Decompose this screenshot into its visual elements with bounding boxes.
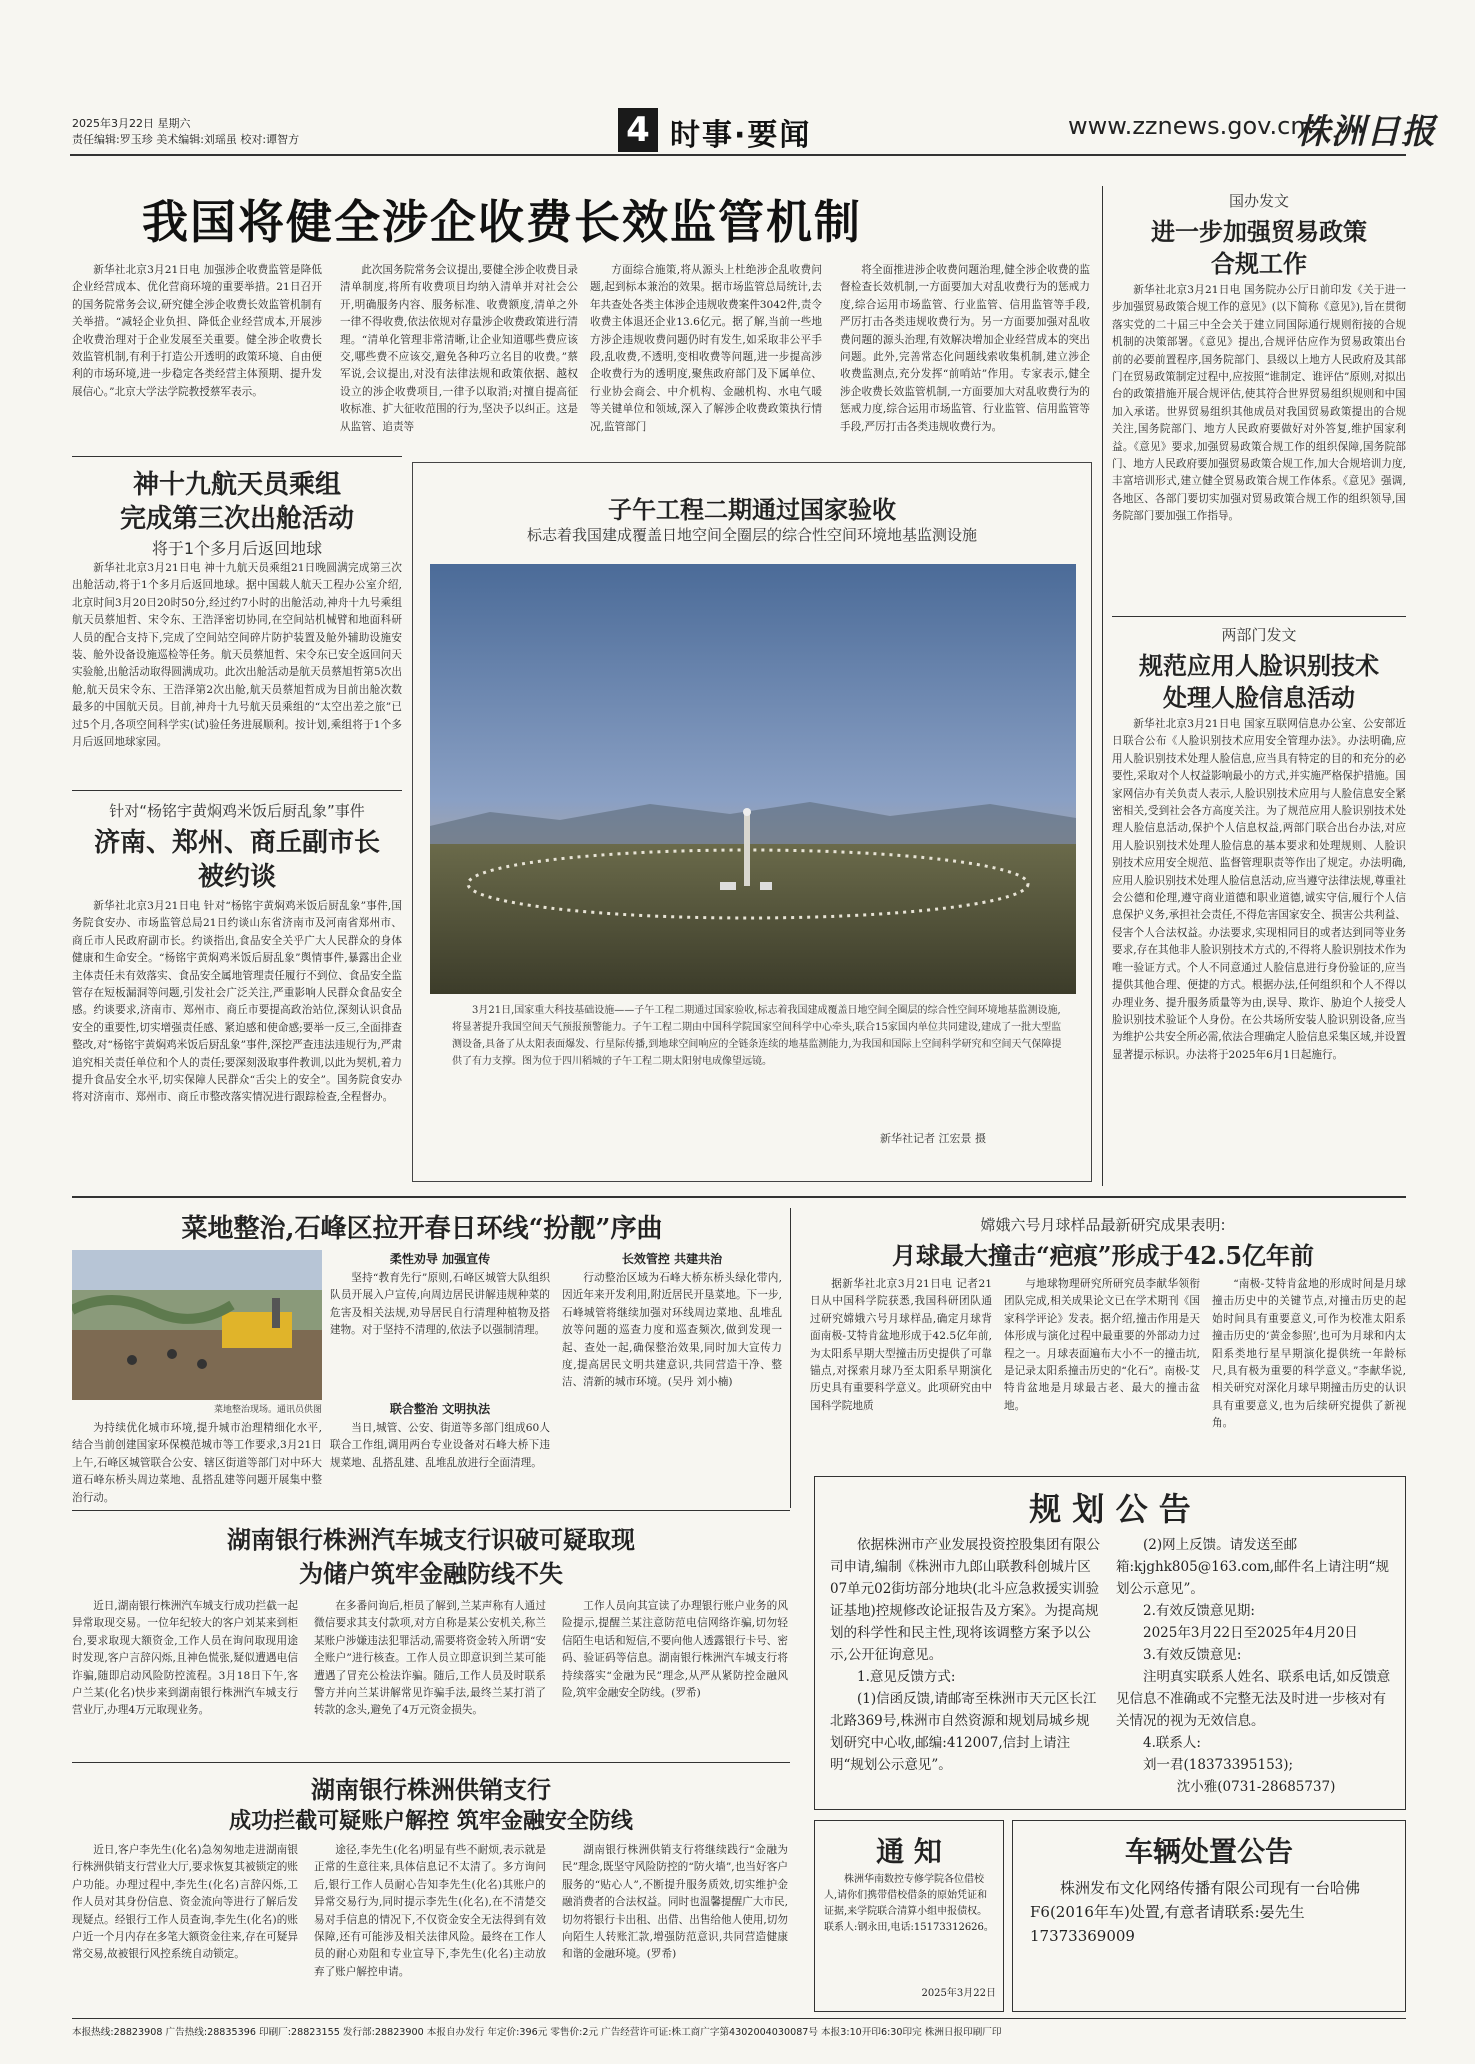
lead-col-1: 新华社北京3月21日电 加强涉企收费监管是降低企业经营成本、优化营商环境的重要举措。21日召开的国务院常务会议,研究健全涉企收费长效监管机制有关举措。“减轻企业负担、降低企业经营成本,开展涉企收费治理对于企业发展至关重要。健全涉企收费长效监管机制,有利于打造公开透明的政策环境、自由便利的市场环境,进一步稳定各类经营主体预期、提升发展信心。”北京大学法学院教授蔡军表示。 (72, 264, 322, 398)
shenzhou-body: 新华社北京3月21日电 神十九航天员乘组21日晚圆满完成第三次出舱活动,将于1个多月后返回地球。据中国载人航天工程办公室介绍,北京时间3月20日20时50分,经过约7小时的出舱活动,神舟十九号乘组航天员蔡旭哲、宋令东、王浩泽密切协同,在空间站机械臂和地面科研人员的配合支持下,完成了空间站空间碎片防护装置及舱外辅助设施安装、舱外设备设施巡检等任务。航天员蔡旭哲、宋令东已安全返回问天实验舱,出舱活动取得圆满成功。此次出舱活动是航天员蔡旭哲第5次出舱,航天员宋令东、王浩泽第2次出舱,航天员蔡旭哲成为目前出舱次数最多的中国航天员。目前,神舟十九号航天员乘组的“太空出差之旅”已过5个月,各项空间科学实(试)验任务进展顺利。按计划,乘组将于1个多月后返回地球家园。 (72, 562, 402, 749)
bank1-col-3: 工作人员向其宣读了办理银行账户业务的风险提示,提醒兰某注意防范电信网络诈骗,切勿轻信陌生电话和短信,不要向他人透露银行卡号、密码、验证码等信息。湖南银行株洲汽车城支行将持续落实“金融为民”理念,从严从紧防控金融风险,筑牢金融安全防线。(罗希) (562, 1600, 788, 1700)
jinan-body: 新华社北京3月21日电 针对“杨铭宇黄焖鸡米饭后厨乱象”事件,国务院食安办、市场监管总局21日约谈山东省济南市及河南省郑州市、商丘市人民政府副市长。约谈指出,食品安全关乎广大人民群众的身体健康和生命安全。“杨铭宇黄焖鸡米饭后厨乱象”舆情事件,暴露出企业主体责任未有效落实、食品安全属地管理责任履行不到位、食品安全监管存在短板漏洞等问题,引发社会广泛关注,严重影响人民群众食品安全感。约谈要求,济南市、郑州市、商丘市要提高政治站位,深刻认识食品安全的重要性,切实增强责任感、紧迫感和使命感;要举一反三,全面排查整改,对“杨铭宇黄焖鸡米饭后厨乱象”事件,深挖严查违法违规行为,严肃追究相关责任单位和个人的责任;要深刻汲取事件教训,以此为契机,着力提升食品安全水平,切实保障人民群众“舌尖上的安全”。国务院食安办将对济南市、郑州市、商丘市整改落实情况进行跟踪检查,全程督办。 (72, 900, 402, 1104)
shenzhou-subhead: 将于1个多月后返回地球 (151, 539, 323, 558)
jinan-kicker: 针对“杨铭宇黄焖鸡米饭后厨乱象”事件 (109, 802, 365, 820)
divider (790, 1208, 791, 1508)
shifeng-col-2b: 当日,城管、公安、街道等多部门组成60人联合工作组,调用两台专业设备对石峰大桥下违规菜地、乱搭乱建、乱堆乱放进行全面清理。 (330, 1422, 550, 1469)
bank1-col-1: 近日,湖南银行株洲汽车城支行成功拦截一起异常取现交易。一位年纪较大的客户刘某来到柜台,要求取现大额资金,工作人员在询问取现用途时发现,客户言辞闪烁,且神色慌张,疑似遭遇电信诈骗,随即启动风险防控流程。3月18日下午,客户兰某(化名)快步来到湖南银行株洲汽车城支行营业厅,办理4万元取现业务。 (72, 1600, 298, 1717)
shenzhou-headline-2: 完成第三次出舱活动 (119, 504, 354, 534)
divider (72, 1510, 790, 1511)
plan-notice-left: 依据株洲市产业发展投资控股集团有限公司申请,编制《株洲市九郎山联教科创城片区07单元02街坊部分地块(北斗应急救援实训验证基地)控规修改论证报告及方案》。为提高规划的科学性和民主性,现将该调整方案予以公示,公开征询意见。 1.意见反馈方式: (1)信函反馈,请邮寄至株洲市天元区长江北路369号,株洲市自然资源和规划局城乡规划研究中心收,邮编:412007,信封上请注明“规划公示意见”。 (830, 1537, 1100, 1773)
bank2-col-3: 湖南银行株洲供销支行将继续践行“金融为民”理念,既坚守风险防控的“防火墙”,也当好客户服务的“贴心人”,不断提升服务质效,切实维护金融消费者的合法权益。同时也温馨提醒广大市民,切勿将银行卡出租、出借、出售给他人使用,切勿向陌生人转账汇款,增强防范意识,共同营造健康和谐的金融环境。(罗希) (562, 1844, 788, 1961)
trade-kicker: 国办发文 (1228, 192, 1289, 210)
vehicle-body: 株洲发布文化网络传播有限公司现有一台哈佛F6(2016年车)处置,有意者请联系:晏先生 17373369009 (1030, 1879, 1361, 1945)
paper-logo: 株洲日报 (1296, 112, 1436, 152)
section-name: 时事·要闻 (670, 118, 812, 153)
footer-info: 本报热线:28823908 广告热线:28835396 印刷厂:28823155 发行部:28823900 本报自办发行 年定价:396元 零售价:2元 广告经营许可证:株工商广字第4302004030087号 本报3:10开印6:30印完 株洲日报印刷厂印 (72, 2027, 1002, 2038)
trade-headline-1: 进一步加强贸易政策 (1151, 217, 1367, 246)
lead-col-3: 方面综合施策,将从源头上杜绝涉企乱收费问题,起到标本兼治的效果。据市场监管总局统计,去年共查处各类主体涉企违规收费案件3042件,责令收费主体退还企业13.6亿元。据了解,当前一些地方涉企违规收费问题仍时有发生,如采取非公平手段,乱收费,不透明,变相收费等问题,进一步提高涉企收费行为的透明度,聚焦政府部门及下属单位、行业协会商会、中介机构、金融机构、水电气暖等关键单位和领域,深入了解涉企收费政策执行情况,监管部门 (590, 264, 822, 433)
lead-col-2: 此次国务院常务会议提出,要健全涉企收费目录清单制度,将所有收费项目均纳入清单并对社会公开,明确服务内容、服务标准、收费额度,清单之外一律不得收费,依法依规对存量涉企收费政策进行清理。“清单化管理非常清晰,让企业知道哪些费应该交,哪些费不应该交,避免各种巧立名目的收费。”蔡军说,会议提出,对没有法律法规和政策依据、越权设立的涉企收费项目,一律予以取消;对擅自提高征收标准、扩大征收范围的行为,坚决予以纠正。这是从监管、追责等 (340, 264, 578, 433)
shenzhou-headline-1: 神十九航天员乘组 (132, 470, 341, 500)
shifeng-photo-caption: 菜地整治现场。通讯员供图 (213, 1405, 322, 1415)
divider (72, 456, 402, 457)
meridian-photo (430, 564, 1076, 994)
lead-col-4: 将全面推进涉企收费问题治理,健全涉企收费的监督检查长效机制,一方面要加大对乱收费行为的惩戒力度,综合运用市场监管、行业监管、信用监管等手段,严厉打击各类违规收费行为。另一方面要加强对乱收费问题的源头治理,有效解决增加企业经营成本的突出问题。此外,完善常态化问题线索收集机制,建立涉企收费监测点,充分发挥“前哨站”作用。专家表示,健全涉企收费长效监管机制,一方面要加大对乱收费行为的惩戒力度,综合运用市场监管、行业监管、信用监管等手段,严厉打击各类违规收费行为。 (840, 264, 1090, 433)
bank2-col-2: 途径,李先生(化名)明显有些不耐烦,表示就是正常的生意往来,具体信息记不太清了。多方询问后,银行工作人员耐心告知李先生(化名)其账户的异常交易行为,同时提示李先生(化名),在不清楚交易对手信息的情况下,不仅资金安全无法得到有效保障,还有可能涉及相关法律风险。最终在工作人员的耐心劝阻和专业宣导下,李先生(化名)主动放弃了账户解控申请。 (314, 1844, 546, 1978)
bank1-headline-2: 为储户筑牢金融防线不失 (299, 1559, 563, 1588)
masthead-rule (70, 154, 1406, 156)
meridian-caption: 3月21日,国家重大科技基础设施——子午工程二期通过国家验收,标志着我国建成覆盖日地空间全圈层的综合性空间环境地基监测设施,将显著提升我国空间天气预报预警能力。子午工程二期由中国科学院国家空间科学中心牵头,联合15家国内单位共同建设,建成了一批大型监测设备,具备了从太阳表面爆发、行星际传播,到地球空间响应的全链条连续的地基监测能力,为我国和国际上空间科学研究和空间天气保障提供了有力支撑。图为位于四川稻城的子午工程二期太阳射电成像望远镜。 (452, 1005, 1062, 1067)
shifeng-col-3-sub: 长效管控 共建共治 (621, 1252, 723, 1266)
bank1-col-2: 在多番问询后,柜员了解到,兰某声称有人通过微信要求其支付款项,对方自称是某公安机关,称兰某账户涉嫌违法犯罪活动,需要将资金转入所谓“安全账户”进行核查。工作人员立即意识到兰某可能遭遇了冒充公检法诈骗。随后,工作人员及时联系警方并向兰某讲解常见诈骗手法,最终兰某打消了转款的念头,避免了4万元资金损失。 (314, 1600, 546, 1717)
divider (72, 790, 402, 791)
shifeng-col-2: 坚持“教育先行”原则,石峰区城管大队组织队员开展入户宣传,向周边居民讲解违规种菜的危害及相关法规,劝导居民自行清理种植物及搭建物。对于坚持不清理的,依法予以强制清理。 (330, 1272, 550, 1337)
bank1-headline-1: 湖南银行株洲汽车城支行识破可疑取现 (227, 1525, 635, 1554)
tongzhi-date: 2025年3月22日 (921, 1988, 996, 1999)
issue-date: 2025年3月22日 星期六 (72, 117, 191, 130)
face-body: 新华社北京3月21日电 国家互联网信息办公室、公安部近日联合公布《人脸识别技术应用安全管理办法》。办法明确,应用人脸识别技术处理人脸信息,应当具有特定的目的和充分的必要性,采取对个人权益影响最小的方式,并实施严格保护措施。国家网信办有关负责人表示,人脸识别技术应用与人脸信息安全紧密相关,受到社会各方高度关注。为了规范应用人脸识别技术处理人脸信息活动,保护个人信息权益,两部门联合出台办法,对应用人脸识别技术处理人脸信息的基本要求和处理规则、人脸识别技术应用安全规范、监督管理职责等作出了规定。办法明确,应用人脸识别技术处理人脸信息活动,应当遵守法律法规,尊重社会公德和伦理,遵守商业道德和职业道德,诚实守信,履行个人信息保护义务,承担社会责任,不得危害国家安全、损害公共利益、侵害个人合法权益。办法要求,实现相同目的或者达到同等业务要求,存在其他非人脸识别技术方式的,不得将人脸识别技术作为唯一验证方式。个人不同意通过人脸信息进行身份验证的,应当提供其他合理、便捷的方式。根据办法,任何组织和个人不得以办理业务、提升服务质量等为由,误导、欺诈、胁迫个人接受人脸识别技术验证个人身份。在公共场所安装人脸识别设备,应当为维护公共安全所必需,依法合理确定人脸信息采集区域,并设置显著提示标识。办法将于2025年6月1日起施行。 (1112, 718, 1406, 1061)
divider (1112, 616, 1406, 617)
bank2-headline-2: 成功拦截可疑账户解控 筑牢金融安全防线 (229, 1808, 633, 1834)
shifeng-headline: 菜地整治,石峰区拉开春日环线“扮靓”序曲 (181, 1214, 663, 1244)
moon-col-2: 与地球物理研究所研究员李献华领衔团队完成,相关成果论文已在学术期刊《国家科学评论》发表。据介绍,撞击作用是天体形成与演化过程中最重要的外部动力过程之一。月球表面遍布大小不一的撞击坑,是记录太阳系撞击历史的“化石”。南极-艾特肯盆地是月球最古老、最大的撞击盆地。 (1004, 1278, 1200, 1412)
editors-line: 责任编辑:罗玉珍 美术编辑:刘瑶虽 校对:谭智方 (72, 133, 300, 146)
bank2-headline-1: 湖南银行株洲供销支行 (311, 1775, 551, 1804)
meridian-headline: 子午工程二期通过国家验收 (608, 495, 896, 524)
tongzhi-body: 株洲华南数控专修学院各位借校人,请你们携带借校借条的原始凭证和证据,来学院联合清算小组申报债权。联系人:钢永田,电话:15173312626。 (824, 1874, 994, 1933)
page-number-badge: 4 (618, 108, 658, 152)
divider (1102, 186, 1103, 1186)
trade-headline-2: 合规工作 (1211, 249, 1307, 278)
plan-notice-title: 规 划 公 告 (1029, 1490, 1191, 1528)
trade-body: 新华社北京3月21日电 国务院办公厅日前印发《关于进一步加强贸易政策合规工作的意见》(以下简称《意见》),旨在贯彻落实党的二十届三中全会关于建立同国际通行规则衔接的合规机制的决策部署。《意见》提出,合规评估应作为贸易政策出台前的必要前置程序,国务院部门、县级以上地方人民政府及其部门在贸易政策制定过程中,应按照“谁制定、谁评估”原则,对拟出台的政策措施开展合规评估,使其符合世界贸易组织规则和中国加入承诺。世界贸易组织其他成员对我国贸易政策提出的合规关注,国务院部门、地方人民政府要做好对外答复,维护国家利益。《意见》要求,加强贸易政策合规工作的组织保障,国务院部门、地方人民政府要加强贸易政策合规工作,加大合规培训力度,丰富培训形式,建立健全贸易政策合规工作体系。《意见》强调,各地区、各部门要切实加强对贸易政策合规工作的组织领导,国务院部门要加强工作指导。 (1112, 284, 1406, 523)
divider (72, 1196, 1406, 1198)
site-url[interactable]: www.zznews.gov.cn (1068, 112, 1306, 140)
shifeng-col-1: 为持续优化城市环境,提升城市治理精细化水平,结合当前创建国家环保模范城市等工作要求,3月21日上午,石峰区城管联合公安、辖区街道等部门对中环大道石峰东桥头周边菜地、乱搭乱建等问题开展集中整治行动。 (72, 1422, 322, 1504)
jinan-headline-1: 济南、郑州、商丘副市长 (93, 828, 380, 858)
moon-col-3: “南极-艾特肯盆地的形成时间是月球撞击历史中的关键节点,对撞击历史的起始时间具有重要意义,可作为校准太阳系撞击历史的‘黄金参照’,也可为月球和内太阳系类地行星早期演化提供统一年龄标尺,具有极为重要的科学意义。”李献华说,相关研究对深化月球早期撞击历史的认识具有重要意义,也为后续研究提供了新视角。 (1212, 1278, 1406, 1430)
meridian-credit: 新华社记者 江宏景 摄 (880, 1132, 986, 1145)
jinan-headline-2: 被约谈 (197, 862, 276, 892)
face-headline-1: 规范应用人脸识别技术 (1139, 651, 1379, 680)
shifeng-photo (72, 1250, 322, 1400)
shifeng-col-2-sub-2: 联合整治 文明执法 (389, 1402, 491, 1416)
plan-notice-right: (2)网上反馈。请发送至邮箱:kjghk805@163.com,邮件名上请注明“规划公示意见”。 2.有效反馈意见期: 2025年3月22日至2025年4月20日 3.有效反馈意见: 注明真实联系人姓名、联系电话,如反馈意见信息不准确或不完整无法及时进一步核对有关情况的视为无效信息。 4.联系人: 刘一君(18373395153); 沈小雅(0731-28685737) (1116, 1537, 1391, 1795)
shifeng-col-2-sub-1: 柔性劝导 加强宣传 (389, 1252, 491, 1266)
meridian-subhead: 标志着我国建成覆盖日地空间全圈层的综合性空间环境地基监测设施 (526, 526, 977, 544)
tongzhi-title: 通 知 (876, 1835, 942, 1868)
face-kicker: 两部门发文 (1221, 626, 1297, 644)
moon-kicker: 嫦娥六号月球样品最新研究成果表明: (980, 1216, 1226, 1234)
shifeng-col-3: 行动整治区域为石峰大桥东桥头绿化带内,因近年来开发利用,附近居民开垦菜地。下一步,石峰城管将继续加强对环线周边菜地、乱堆乱放等问题的巡查力度和巡查频次,做到发现一起、查处一起,确保整治效果,同时加大宣传力度,提高居民文明共建意识,共同营造干净、整洁、清新的城市环境。(吴丹 刘小楠) (562, 1272, 782, 1389)
face-headline-2: 处理人脸信息活动 (1163, 683, 1355, 712)
footer-rule (72, 2018, 1406, 2019)
moon-col-1: 据新华社北京3月21日电 记者21日从中国科学院获悉,我国科研团队通过研究嫦娥六号月球样品,确定月球背面南极-艾特肯盆地形成于42.5亿年前,为太阳系早期大型撞击历史提供了可靠锚点,对探索月球乃至太阳系早期演化历史具有重要科学意义。此项研究由中国科学院地质 (810, 1278, 992, 1412)
divider (72, 1762, 790, 1763)
moon-headline: 月球最大撞击“疤痕”形成于42.5亿年前 (891, 1241, 1315, 1270)
lead-headline: 我国将健全涉企收费长效监管机制 (142, 195, 862, 249)
bank2-col-1: 近日,客户李先生(化名)急匆匆地走进湖南银行株洲供销支行营业大厅,要求恢复其被锁定的账户功能。办理过程中,李先生(化名)言辞闪烁,工作人员对其身份信息、资金流向等进行了解后发现疑点。经银行工作人员查询,李先生(化名)的账户近一个月内存在多笔大额资金往来,存在可疑异常交易,故被银行风控系统自动锁定。 (72, 1844, 298, 1961)
vehicle-title: 车辆处置公告 (1124, 1835, 1293, 1868)
